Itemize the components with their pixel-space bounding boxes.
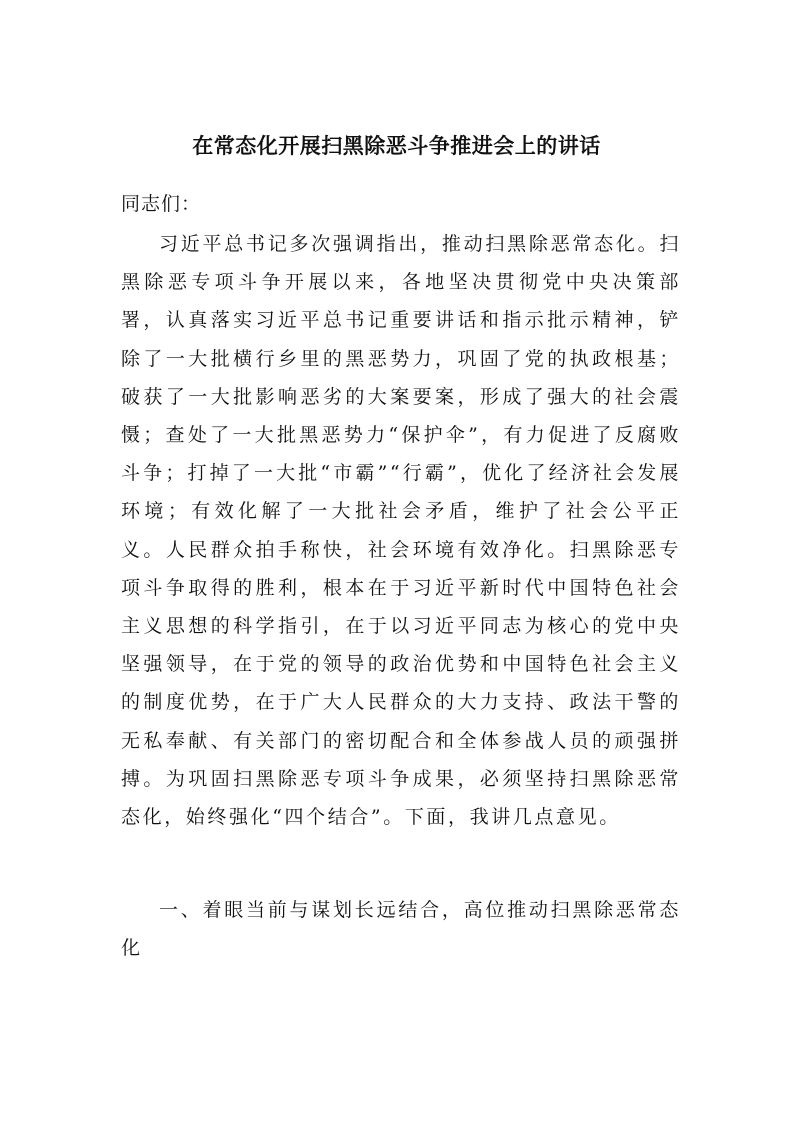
body-paragraph: 习近平总书记多次强调指出，推动扫黑除恶常态化。扫黑除恶专项斗争开展以来，各地坚决贯彻党中央决策部署，认真落实习近平总书记重要讲话和指示批示精神，铲除了一大批横行乡里的黑恶势力，巩固了党的执政根基；破获了一大批影响恶劣的大案要案，形成了强大的社会震慑；查处了一大批黑恶势力“保护伞”，有力促进了反腐败斗争；打掉了一大批“市霸”“行霸”，优化了经济社会发展环境；有效化解了一大批社会矛盾，维护了社会公平正义。人民群众拍手称快，社会环境有效净化。扫黑除恶专项斗争取得的胜利，根本在于习近平新时代中国特色社会主义思想的科学指引，在于以习近平同志为核心的党中央坚强领导，在于党的领导的政治优势和中国特色社会主义的制度优势，在于广大人民群众的大力支持、政法干警的无私奉献、有关部门的密切配合和全体参战人员的顽强拼搏。为巩固扫黑除恶专项斗争成果，必须坚持扫黑除恶常态化，始终强化“四个结合”。下面，我讲几点意见。 <box>121 233 681 829</box>
section-heading: 一、着眼当前与谋划长远结合，高位推动扫黑除恶常态化 <box>121 899 681 960</box>
salutation: 同志们： <box>121 193 202 215</box>
document-title: 在常态化开展扫黑除恶斗争推进会上的讲话 <box>192 134 601 158</box>
